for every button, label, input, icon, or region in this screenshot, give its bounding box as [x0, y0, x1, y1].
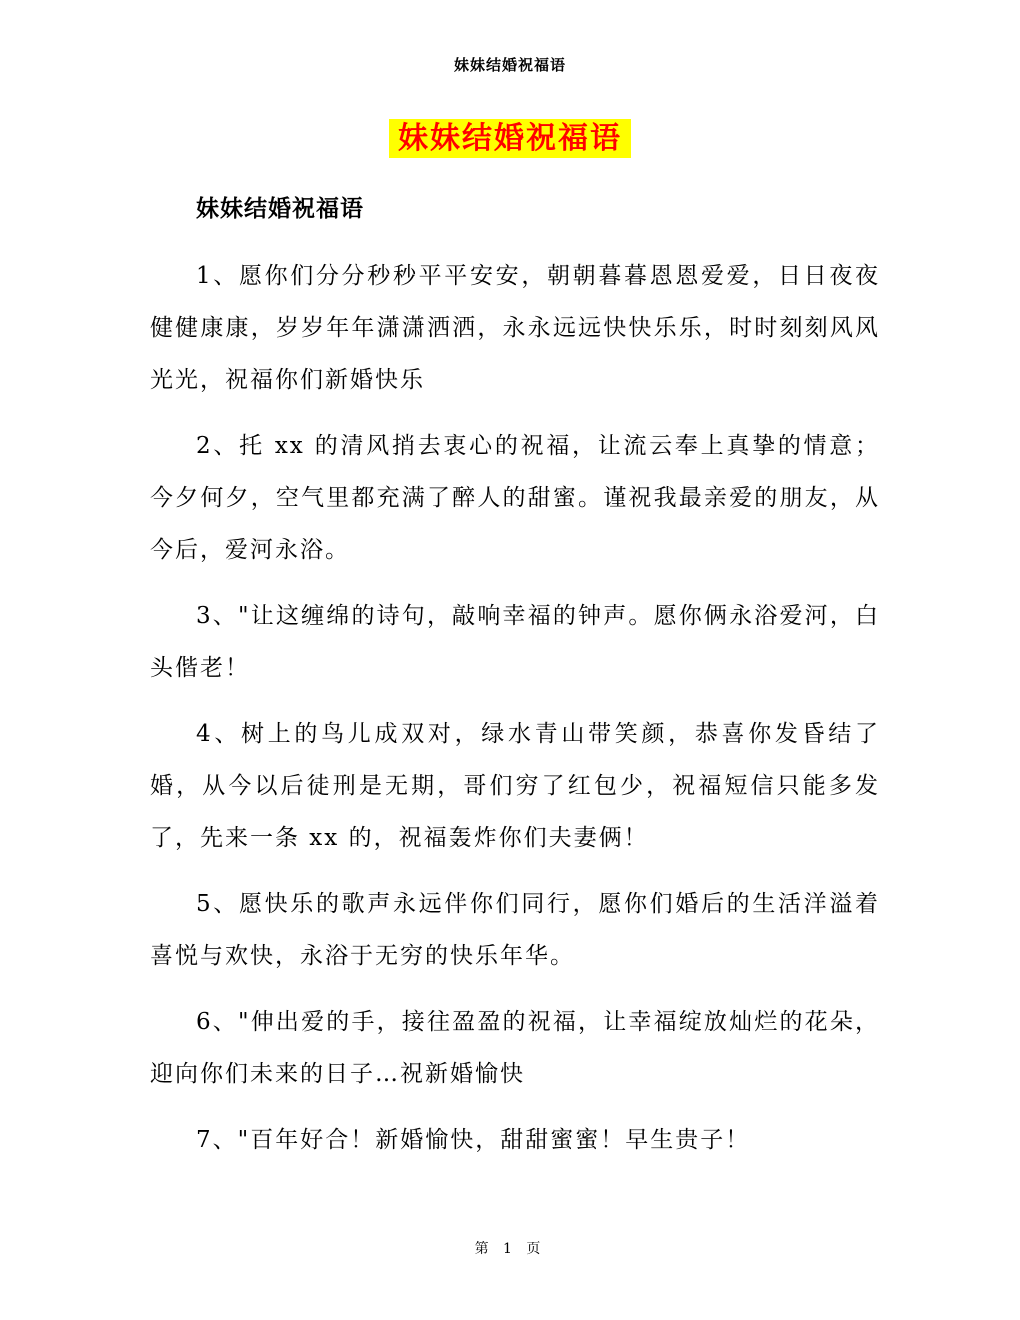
title-row — [0, 119, 1020, 158]
blessing-paragraph-5: 5、愿快乐的歌声永远伴你们同行，愿你们婚后的生活洋溢着喜悦与欢快，永浴于无穷的快乐年华。 — [150, 891, 880, 969]
document-title: 妹妹结婚祝福语 — [389, 119, 631, 158]
blessing-paragraph-2: 2、托 xx 的清风捎去衷心的祝福，让流云奉上真挚的情意；今夕何夕，空气里都充满了醉人的甜蜜。谨祝我最亲爱的朋友，从今后，爱河永浴。 — [150, 433, 880, 563]
blessing-paragraph-7: 7、"百年好合！新婚愉快，甜甜蜜蜜！早生贵子！ — [196, 1127, 751, 1153]
blessing-paragraph-4: 4、树上的鸟儿成双对，绿水青山带笑颜，恭喜你发昏结了婚，从今以后徒刑是无期，哥们穷了红包少，祝福短信只能多发了，先来一条 xx 的，祝福轰炸你们夫妻俩！ — [150, 721, 880, 851]
blessing-paragraph-3: 3、"让这缠绵的诗句，敲响幸福的钟声。愿你俩永浴爱河，白头偕老！ — [150, 603, 880, 681]
page-number-footer: 第 1 页 — [474, 1241, 546, 1257]
document-body — [150, 194, 880, 1166]
blessing-paragraph-1: 1、愿你们分分秒秒平平安安，朝朝暮暮恩恩爱爱，日日夜夜健健康康，岁岁年年潇潇洒洒，永永远远快快乐乐，时时刻刻风风光光，祝福你们新婚快乐 — [150, 263, 880, 393]
running-header: 妹妹结婚祝福语 — [453, 56, 566, 74]
blessing-paragraph-6: 6、"伸出爱的手，接往盈盈的祝福，让幸福绽放灿烂的花朵，迎向你们未来的日子…祝新婚愉快 — [150, 1009, 880, 1087]
document-subtitle: 妹妹结婚祝福语 — [196, 195, 364, 222]
